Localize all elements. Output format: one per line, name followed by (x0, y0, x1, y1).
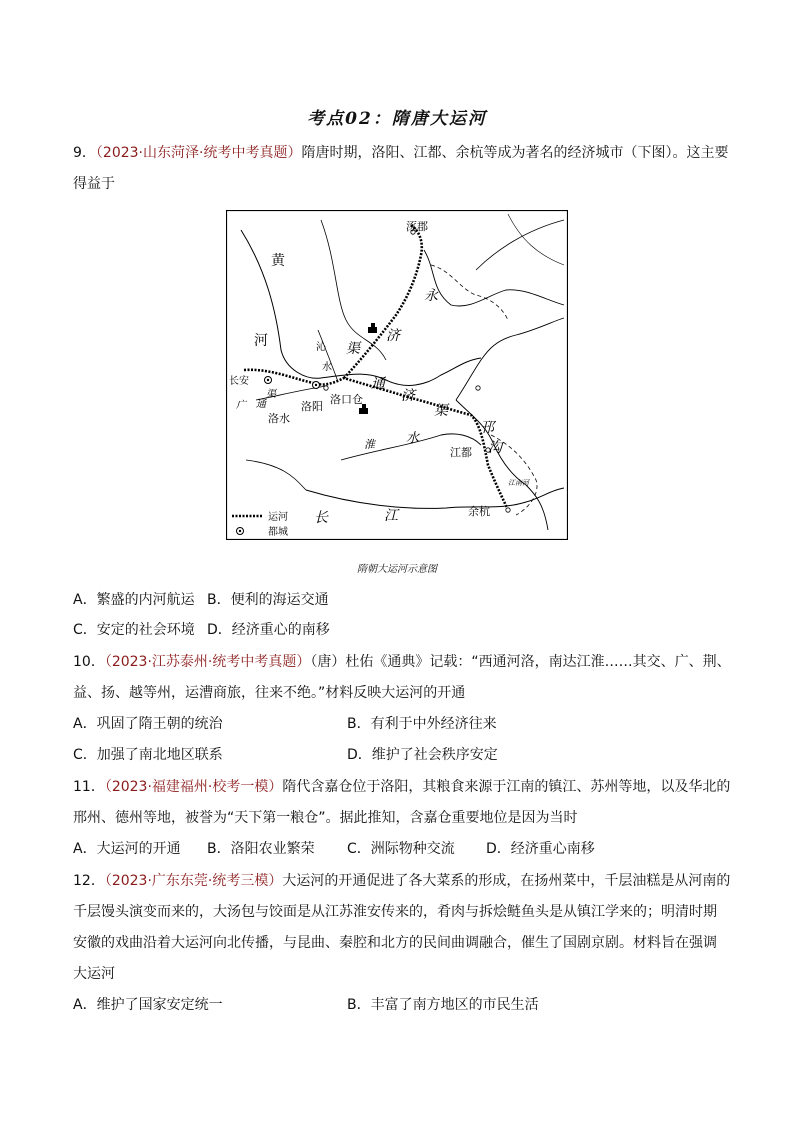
label-yong: 永 (424, 288, 438, 304)
legend-city: 都城 (268, 527, 288, 538)
q11-number: 11． (73, 779, 105, 795)
label-jiangdu: 江都 (450, 446, 472, 459)
label-he: 河 (254, 333, 268, 349)
label-qin: 沁 (316, 342, 326, 353)
label-ji1: 济 (386, 328, 400, 344)
q10-stem-1: （唐）杜佑《通典》记载：“西通河洛，南达江淮……其交、广、荆、 (310, 654, 731, 670)
q10-option-b: B．有利于中外经济往来 (347, 716, 497, 732)
label-qu1: 渠 (346, 341, 360, 357)
label-chang: 长 (314, 510, 328, 526)
q9-option-a: A．繁盛的内河航运 (73, 592, 195, 608)
q12-option-a: A．维护了国家安定统一 (73, 997, 223, 1013)
label-guang: 广 (236, 400, 246, 411)
sui-canal-map (226, 210, 568, 540)
label-zhuojun: 涿郡 (406, 220, 428, 233)
label-jiangnanhe: 江南河 (508, 479, 529, 487)
q11-option-d: D．经济重心南移 (486, 841, 595, 857)
label-huang: 黄 (271, 253, 285, 269)
q10-option-d: D．维护了社会秩序安定 (347, 747, 498, 763)
label-huai: 淮 (364, 438, 375, 451)
q9-stem-2: 得益于 (73, 176, 115, 192)
q10-stem-2: 益、扬、越等州，运漕商旅，往来不绝。”材料反映大运河的开通 (73, 685, 466, 701)
q9-source: （2023·山东菏泽·统考中考真题） (95, 145, 302, 161)
label-ji2: 济 (401, 388, 415, 404)
map-caption: 隋朝大运河示意图 (357, 564, 437, 575)
q11-stem-2: 邢州、德州等地，被誉为“天下第一粮仓”。据此推知，含嘉仓重要地位是因为当时 (73, 810, 578, 826)
q11-option-b: B．洛阳农业繁荣 (207, 841, 315, 857)
q9-option-d: D．经济重心的南移 (207, 622, 330, 638)
q12-number: 12． (73, 873, 105, 889)
q12-source: （2023·广东东莞·统考三模） (104, 873, 283, 889)
label-changan: 长安 (229, 376, 249, 387)
label-yuhang: 余杭 (468, 505, 490, 518)
q12-stem-2: 千层馒头演变而来的，大汤包与饺面是从江苏淮安传来的，肴肉与拆烩鲢鱼头是从镇江学来的；明清时期 (73, 904, 717, 920)
q9-number: 9． (73, 145, 96, 161)
q12-option-b: B．丰富了南方地区的市民生活 (347, 997, 539, 1013)
q11-option-c: C．洲际物种交流 (347, 841, 455, 857)
label-qu2: 渠 (266, 389, 276, 400)
legend-canal: 运河 (268, 512, 288, 523)
q11-line-1 (73, 777, 730, 797)
q10-source: （2023·江苏泰州·统考中考真题） (104, 654, 311, 670)
q11-source: （2023·福建福州·校考一模） (104, 779, 283, 795)
page-title: 考点02：隋唐大运河 (307, 109, 487, 129)
q10-number: 10． (73, 654, 105, 670)
label-tong: 通 (256, 399, 266, 410)
label-tong2: 通 (371, 376, 385, 392)
q12-line-1 (73, 871, 730, 891)
q10-option-c: C．加强了南北地区联系 (73, 747, 223, 763)
label-han: 邗 (480, 420, 494, 436)
label-luokoucang: 洛口仓 (330, 393, 363, 406)
label-gou: 沟 (488, 440, 502, 456)
q12-stem-3: 安徽的戏曲沿着大运河向北传播，与昆曲、秦腔和北方的民间曲调融合，催生了国剧京剧。材料旨在强调 (73, 935, 717, 951)
q9-option-c: C．安定的社会环境 (73, 622, 195, 638)
q11-option-a: A．大运河的开通 (73, 841, 181, 857)
q10-option-a: A．巩固了隋王朝的统治 (73, 716, 223, 732)
label-shui: 水 (322, 362, 332, 373)
label-luoshui: 洛水 (268, 412, 290, 425)
q9-line-1 (73, 143, 728, 163)
q12-stem-1: 大运河的开通促进了各大菜系的形成，在扬州菜中，千层油糕是从河南的 (282, 873, 731, 889)
q11-stem-1: 隋代含嘉仓位于洛阳，其粮食来源于江南的镇江、苏州等地，以及华北的 (282, 779, 731, 795)
q9-stem-1: 隋唐时期，洛阳、江都、余杭等成为著名的经济城市（下图）。这主要 (301, 145, 729, 161)
q10-line-1 (73, 652, 731, 672)
q12-stem-4: 大运河 (73, 966, 115, 982)
q9-option-b: B．便利的海运交通 (207, 592, 329, 608)
label-qu3: 渠 (434, 403, 448, 419)
label-shui2: 水 (406, 431, 420, 446)
label-luoyang: 洛阳 (301, 400, 323, 413)
label-jiang: 江 (384, 508, 398, 524)
